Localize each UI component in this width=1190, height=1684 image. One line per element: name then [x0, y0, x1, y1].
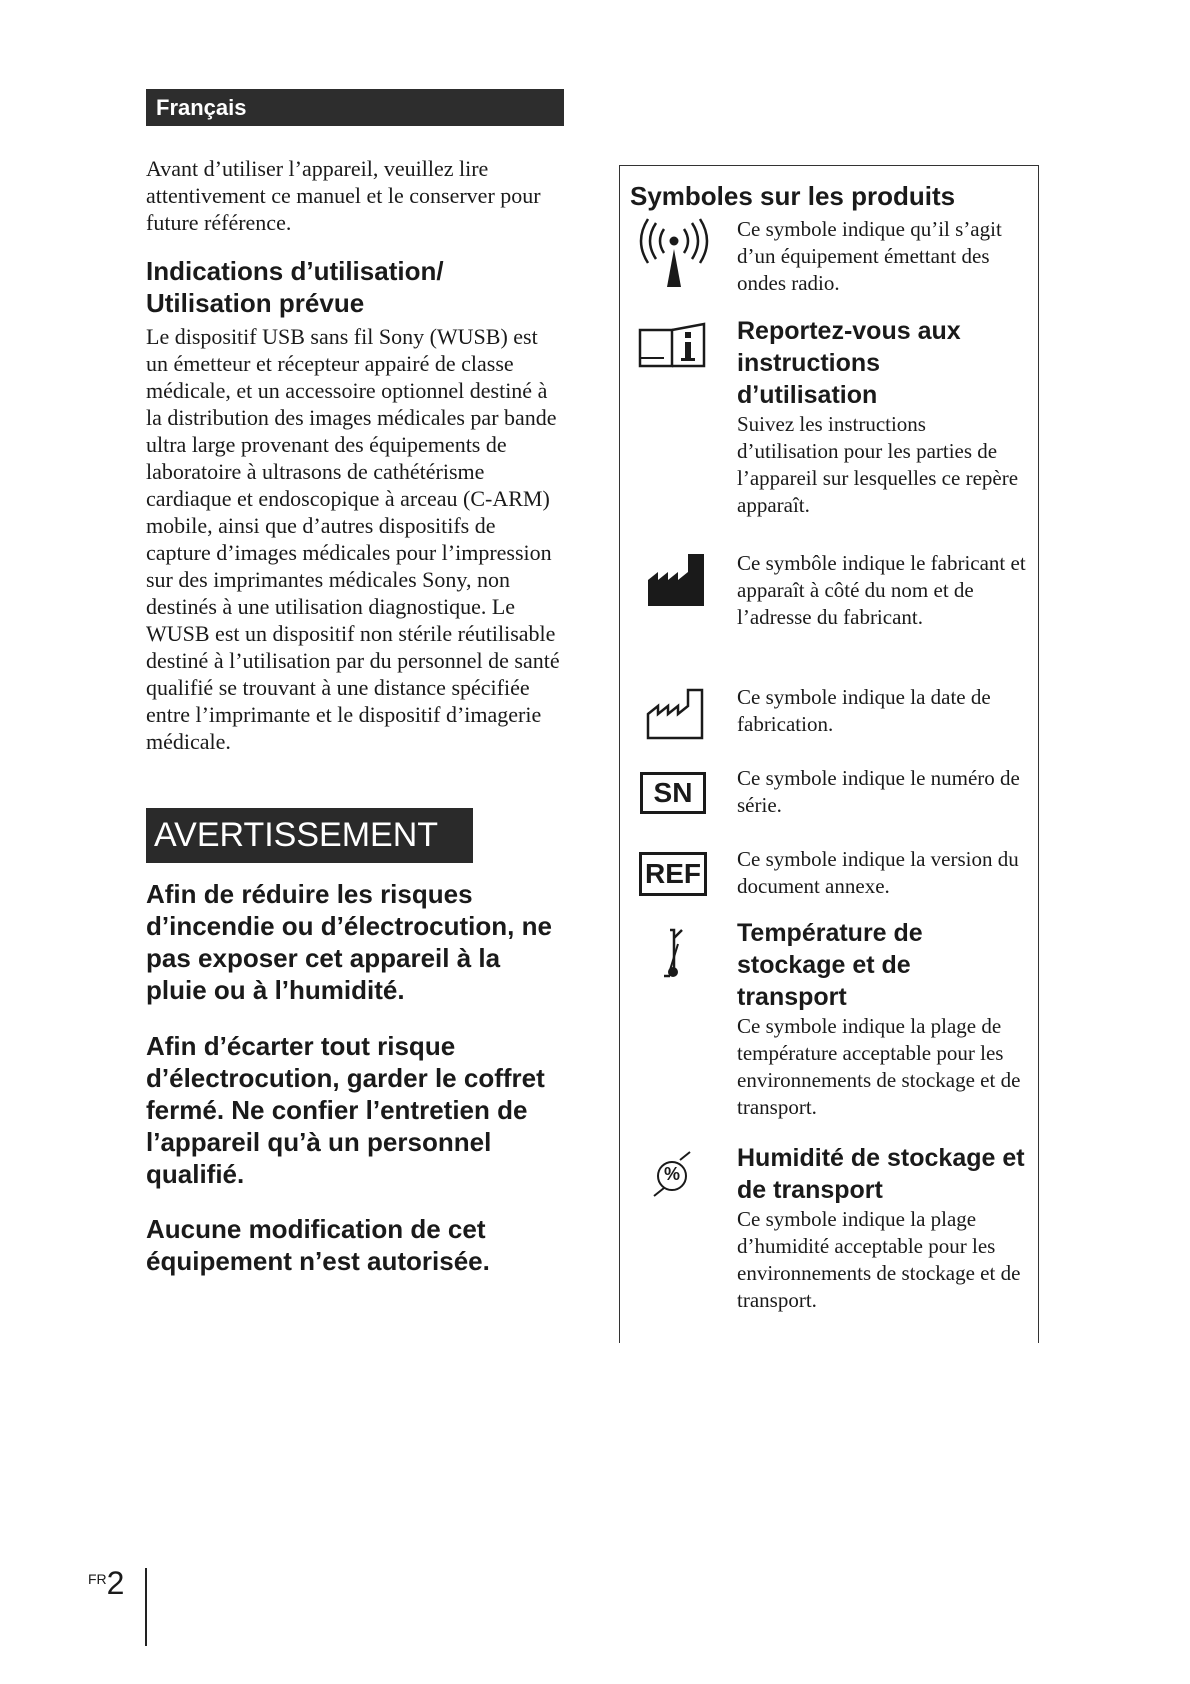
intro-text: Avant d’utiliser l’appareil, veuillez lire attentivement ce manuel et le conserver pour future référence.	[146, 156, 541, 235]
page-rule	[145, 1568, 147, 1646]
symbol-humidity-text: Ce symbole indique la plage d’humidité acceptable pour les environnements de stockage et de transport.	[737, 1207, 1021, 1312]
symbol-temperature-text: Ce symbole indique la plage de température acceptable pour les environnements de stockage et de transport.	[737, 1014, 1021, 1119]
symbol-instructions	[737, 315, 1027, 519]
usage-title: Indications d’utilisation/ Utilisation prévue	[146, 256, 444, 318]
radio-wave-icon	[636, 215, 708, 296]
symbol-temperature	[737, 917, 1027, 1121]
usage-body: Le dispositif USB sans fil Sony (WUSB) est un émetteur et récepteur appairé de classe médicale, et un accessoire optionnel destiné à la distribution des images médicales par bande ultra large provenant des équipements de laboratoire à ultrasons de cathétérisme cardiaque et endoscopique à arceau (C-ARM) mobile, ainsi que d’autres dispositifs de capture d’images médicales pour l’impression sur des imprimantes médicales Sony, non destinés à une utilisation diagnostique. Le WUSB est un dispositif non stérile réutilisable destiné à l’utilisation par du personnel de santé qualifié se trouvant à une distance spécifiée entre l’imprimante et le dispositif d’imagerie médicale.	[146, 324, 560, 754]
symbol-instructions-text: Suivez les instructions d’utilisation pour les parties de l’appareil sur lesquelles ce repère apparaît.	[737, 412, 1019, 517]
symbol-radio-text: Ce symbole indique qu’il s’agit d’un équipement émettant des ondes radio.	[737, 217, 1002, 295]
manufacture-date-icon	[636, 686, 708, 747]
reference-label: REF	[639, 852, 707, 896]
instructions-icon	[636, 322, 708, 377]
symbol-temperature-heading: Température de stockage et de transport	[737, 919, 923, 1011]
symbol-humidity	[737, 1142, 1027, 1314]
warning-paragraph-3: Aucune modification de cet équipement n’est autorisée.	[146, 1214, 490, 1276]
symbol-serial-text: Ce symbole indique le numéro de série.	[737, 766, 1020, 817]
symbol-date-text: Ce symbole indique la date de fabrication.	[737, 685, 991, 736]
humidity-percent-sign: %	[664, 1164, 681, 1184]
warning-paragraph-2: Afin d’écarter tout risque d’électrocution, garder le coffret fermé. Ne confier l’entretien de l’appareil qu’à un personnel qualifié.	[146, 1031, 545, 1189]
symbol-instructions-heading: Reportez-vous aux instructions d’utilisation	[737, 317, 961, 409]
serial-number-label: SN	[640, 772, 706, 814]
serial-number-icon	[636, 772, 708, 814]
reference-icon	[636, 852, 708, 896]
manufacturer-icon	[636, 550, 708, 613]
humidity-icon	[636, 1148, 708, 1204]
language-label: Français	[146, 89, 564, 126]
symbol-humidity-heading: Humidité de stockage et de transport	[737, 1144, 1025, 1204]
page-number-value: 2	[106, 1565, 125, 1601]
warning-paragraph-1: Afin de réduire les risques d’incendie ou d’électrocution, ne pas exposer cet appareil à la pluie ou à l’humidité.	[146, 879, 552, 1005]
page-lang-prefix: FR	[88, 1571, 107, 1587]
warning-label: AVERTISSEMENT	[146, 808, 473, 863]
page-number	[88, 1565, 124, 1602]
symbol-reference-text: Ce symbole indique la version du document annexe.	[737, 847, 1019, 898]
temperature-icon	[636, 926, 708, 987]
symbol-manufacturer-text: Ce symbôle indique le fabricant et apparaît à côté du nom et de l’adresse du fabricant.	[737, 551, 1026, 629]
symbols-title: Symboles sur les produits	[630, 181, 956, 211]
